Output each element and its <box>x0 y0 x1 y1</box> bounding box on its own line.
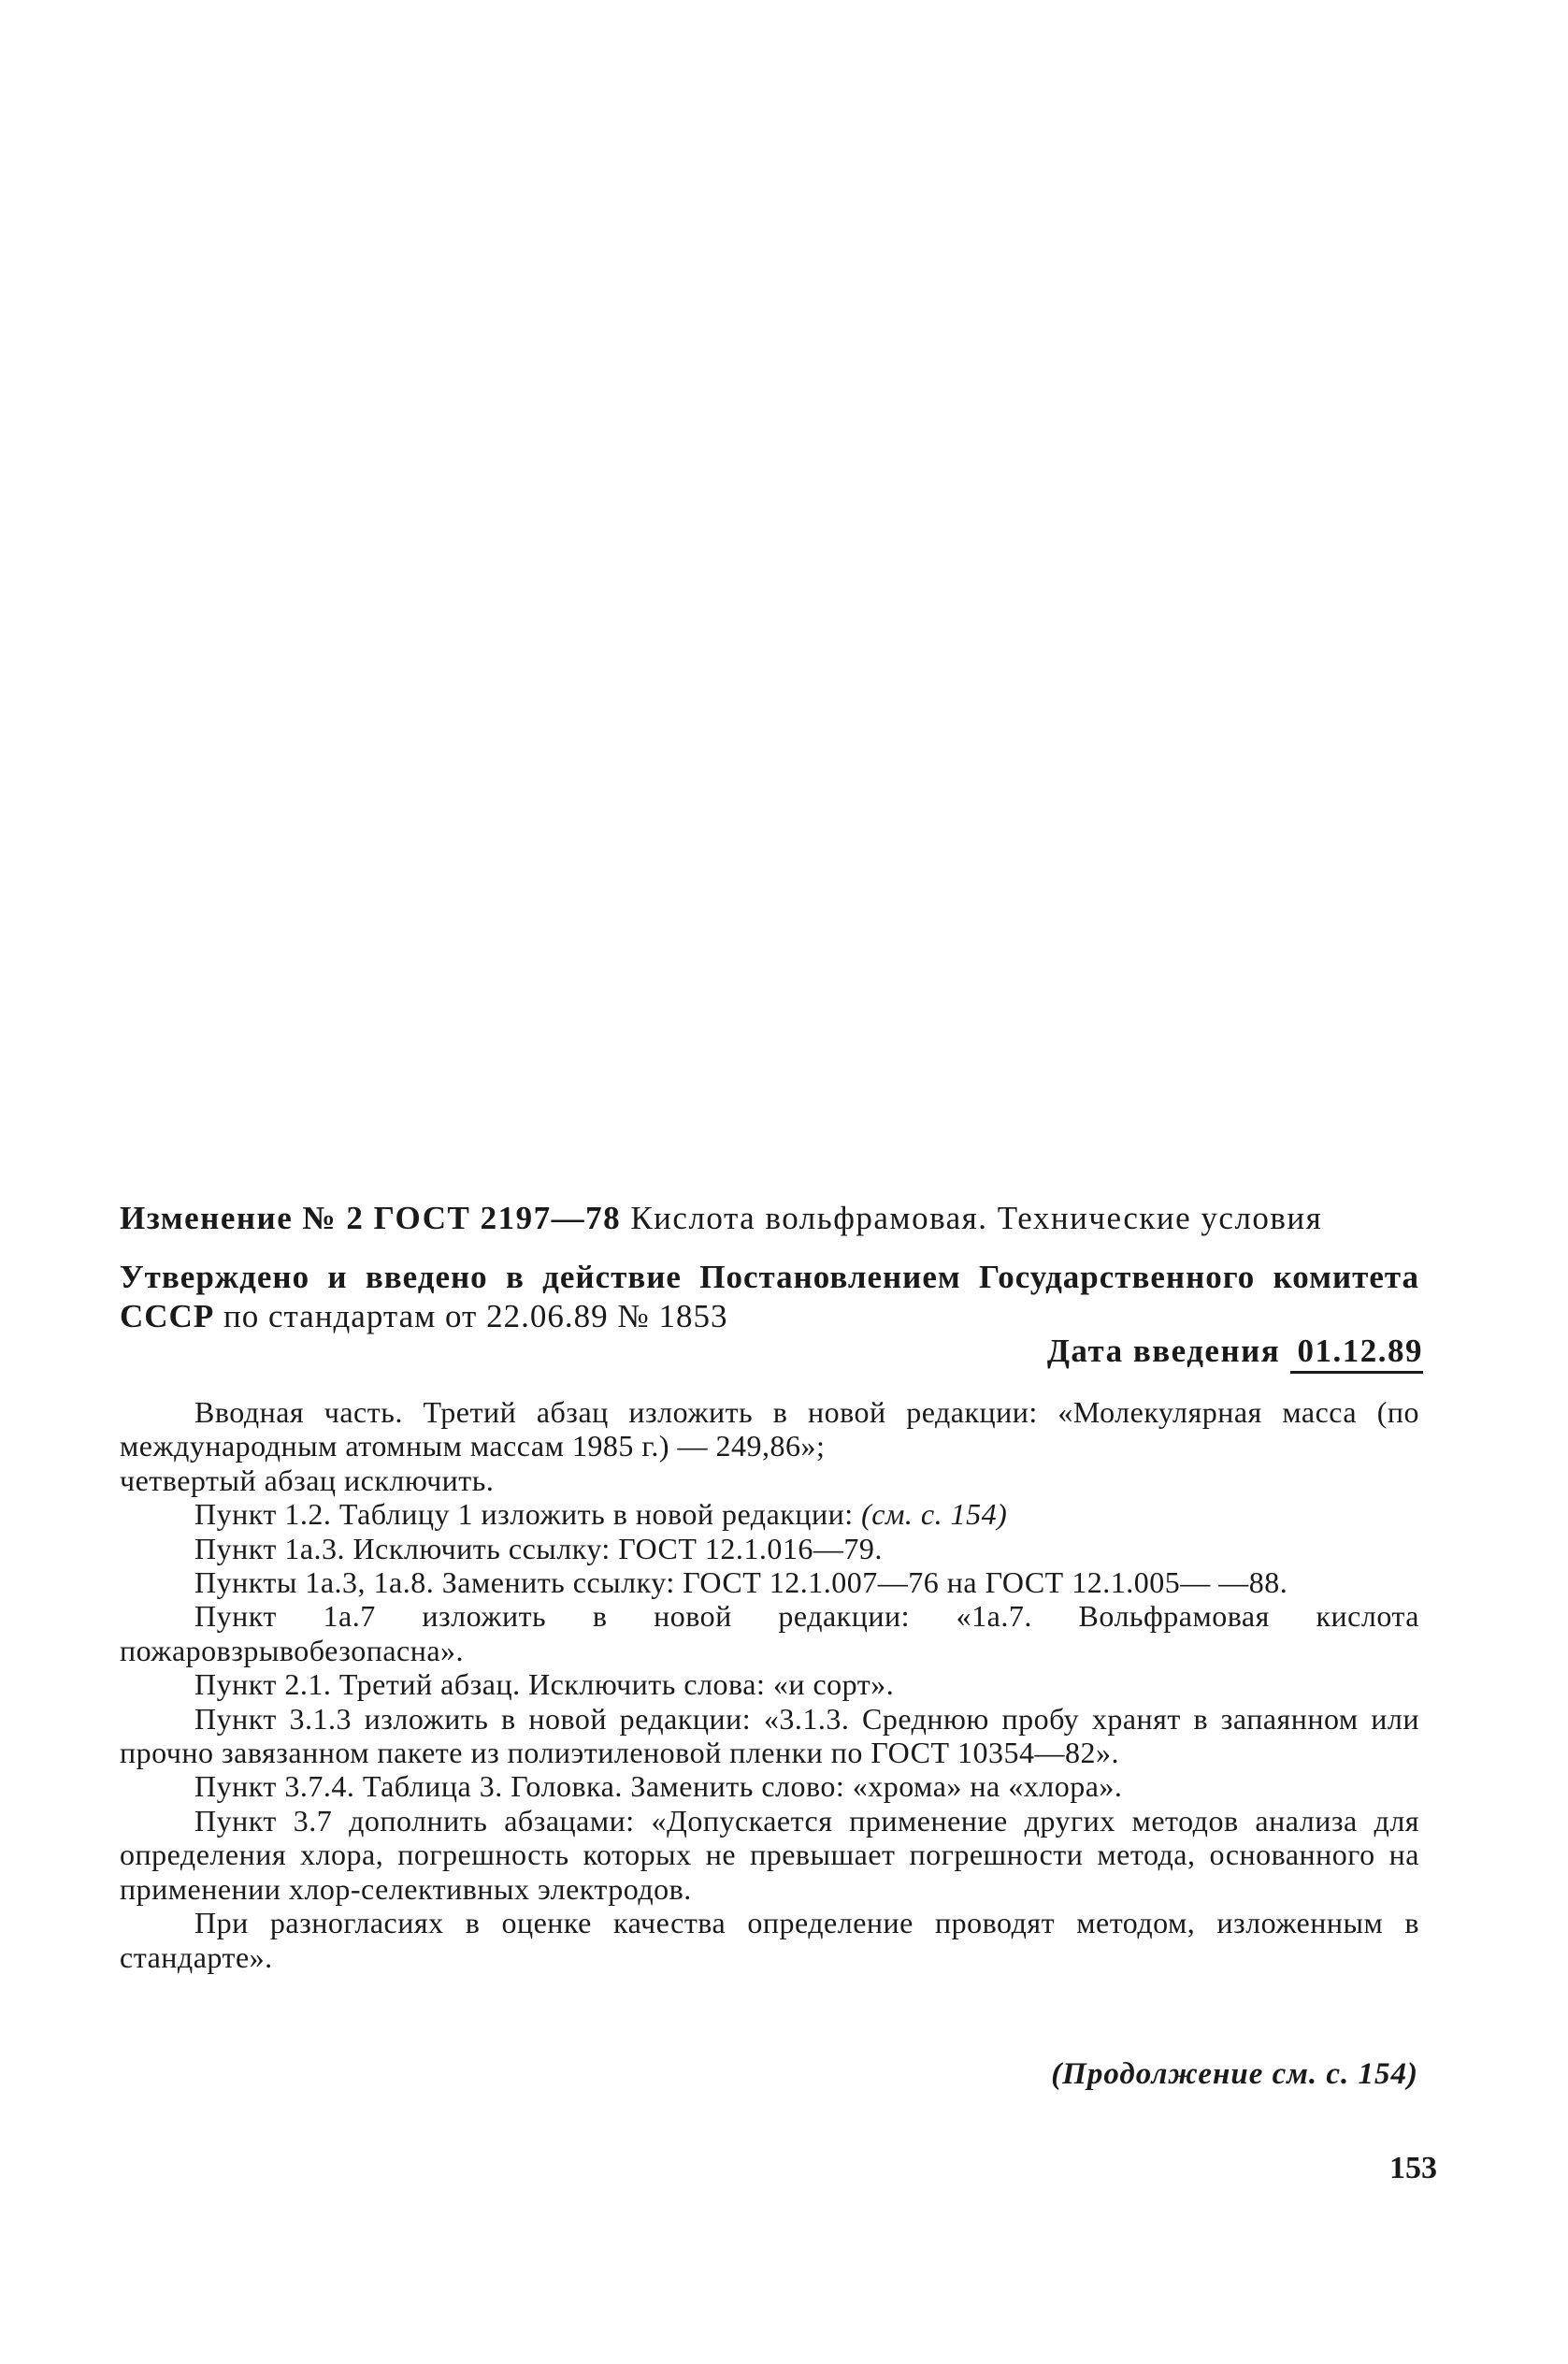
paragraph-item-1a-3: Пункт 1а.3. Исключить ссылку: ГОСТ 12.1.016—79. <box>194 1531 883 1565</box>
paragraph-item-1-2 <box>120 1497 1419 1531</box>
amendment-body <box>120 1395 1419 1974</box>
paragraph-item-3-7: Пункт 3.7 дополнить абзацами: «Допускается применение других методов анализа для определения хлора, погрешность которых не превышает погрешности метода, основанного на применении хлор-селективных электродов. <box>120 1803 1419 1906</box>
effective-date-label: Дата введения <box>1046 1333 1281 1369</box>
approval-authority: Утверждено и введено в действие Постановлением Государственного комитета СССР <box>120 1259 1419 1334</box>
paragraph-items-1a-3-1a-8: Пункты 1а.3, 1а.8. Заменить ссылку: ГОСТ 12.1.007—76 на ГОСТ 12.1.005— —88. <box>194 1565 1288 1600</box>
amendment-number: Изменение № 2 ГОСТ 2197—78 <box>120 1200 622 1236</box>
approval-statement <box>120 1258 1419 1336</box>
effective-date-value: 01.12.89 <box>1290 1333 1424 1374</box>
page-number: 153 <box>1389 2151 1437 2185</box>
paragraph-fourth-abzac: четвертый абзац исключить. <box>120 1463 495 1497</box>
amendment-title <box>120 1200 1419 1237</box>
effective-date <box>1047 1333 1423 1370</box>
paragraph-item-1a-7: Пункт 1а.7 изложить в новой редакции: «1а.7. Вольфрамовая кислота пожаровзрывобезопасна». <box>120 1599 1419 1667</box>
standard-name: Кислота вольфрамовая. Технические условия <box>630 1200 1323 1236</box>
paragraph-item-1-2-text: Пункт 1.2. Таблицу 1 изложить в новой редакции: <box>194 1497 854 1532</box>
paragraph-intro: Вводная часть. Третий абзац изложить в новой редакции: «Молекулярная масса (по международным атомным массам 1985 г.) — 249,86»; <box>120 1395 1419 1463</box>
paragraph-item-3-7-4: Пункт 3.7.4. Таблица 3. Головка. Заменить слово: «хрома» на «хлора». <box>194 1769 1123 1804</box>
paragraph-item-2-1: Пункт 2.1. Третий абзац. Исключить слова: «и сорт». <box>194 1667 895 1702</box>
continuation-note: (Продолжение см. с. 154) <box>1051 2057 1418 2091</box>
paragraph-item-3-1-3: Пункт 3.1.3 изложить в новой редакции: «3.1.3. Среднюю пробу хранят в запаянном или прочно завязанном пакете из полиэтиленовой пленки по ГОСТ 10354—82». <box>120 1701 1419 1770</box>
approval-resolution: по стандартам от 22.06.89 № 1853 <box>223 1298 728 1334</box>
page-reference: (см. с. 154) <box>861 1497 1008 1532</box>
paragraph-disagreements: При разногласиях в оценке качества определение проводят методом, изложенным в стандарте». <box>120 1906 1419 1974</box>
